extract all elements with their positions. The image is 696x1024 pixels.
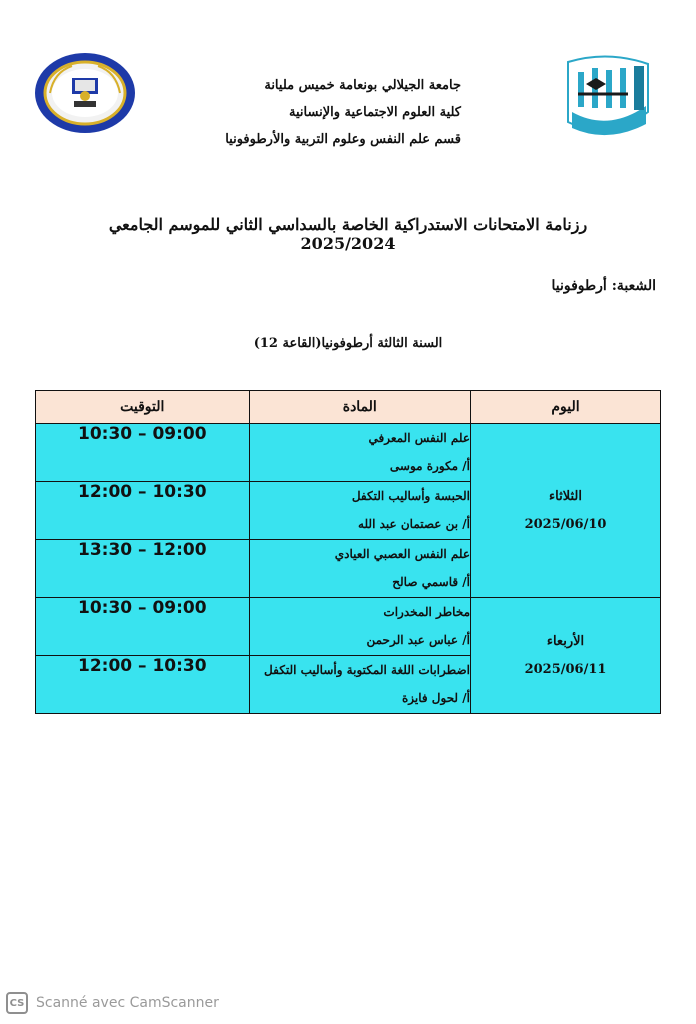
time-cell: 12:00 – 10:30 [36,656,250,714]
subject-name: الحبسة وأساليب التكفل [351,489,470,503]
table-row [36,424,661,482]
year-room-label: السنة الثالثة أرطوفونيا(القاعة 12) [253,336,443,351]
document-title: رزنامة الامتحانات الاستدراكية الخاصة بالسداسي الثاني للموسم الجامعي 2025/2024 [108,215,588,253]
teacher-name: أ/ قاسمي صالح [392,575,470,589]
branch-label: الشعبة: أرطوفونيا [551,278,656,294]
institution-header [201,72,461,153]
header-time: التوقيت [36,391,250,424]
day-date: 2025/06/11 [524,661,607,677]
camscanner-watermark [6,992,219,1014]
university-name: جامعة الجيلالي بونعامة خميس مليانة [264,78,461,93]
day-cell [471,424,661,598]
subject-cell [249,540,470,598]
time-cell: 10:30 – 09:00 [36,424,250,482]
teacher-name: أ/ بن عصتمان عبد الله [358,517,470,531]
exam-schedule-table [35,390,661,714]
teacher-name: أ/ لحول فايزة [401,691,470,705]
teacher-name: أ/ مكورة موسى [389,459,470,473]
time-cell: 13:30 – 12:00 [36,540,250,598]
header-day: اليوم [471,391,661,424]
subject-name: مخاطر المخدرات [383,605,470,619]
time-cell: 10:30 – 09:00 [36,598,250,656]
teacher-name: أ/ عباس عبد الرحمن [366,633,470,647]
table-row [36,598,661,656]
day-name: الأربعاء [546,633,585,649]
subject-name: علم النفس العصبي العيادي [334,547,470,561]
day-cell [471,598,661,714]
department-name: قسم علم النفس وعلوم التربية والأرطوفونيا [225,132,461,147]
subject-cell [249,598,470,656]
time-cell: 12:00 – 10:30 [36,482,250,540]
university-logo [558,52,658,142]
header-subject: المادة [249,391,470,424]
subject-cell [249,482,470,540]
faculty-name: كلية العلوم الاجتماعية والإنسانية [289,105,461,120]
subject-name: علم النفس المعرفي [368,431,470,445]
subject-cell [249,424,470,482]
camscanner-icon: CS [6,992,28,1014]
table-header-row [36,391,661,424]
day-date: 2025/06/10 [524,516,607,532]
day-name: الثلاثاء [549,488,582,504]
subject-cell [249,656,470,714]
watermark-text: Scanné avec CamScanner [36,995,219,1011]
faculty-seal-logo [34,52,136,134]
subject-name: اضطرابات اللغة المكتوبة وأساليب التكفل [264,663,470,677]
